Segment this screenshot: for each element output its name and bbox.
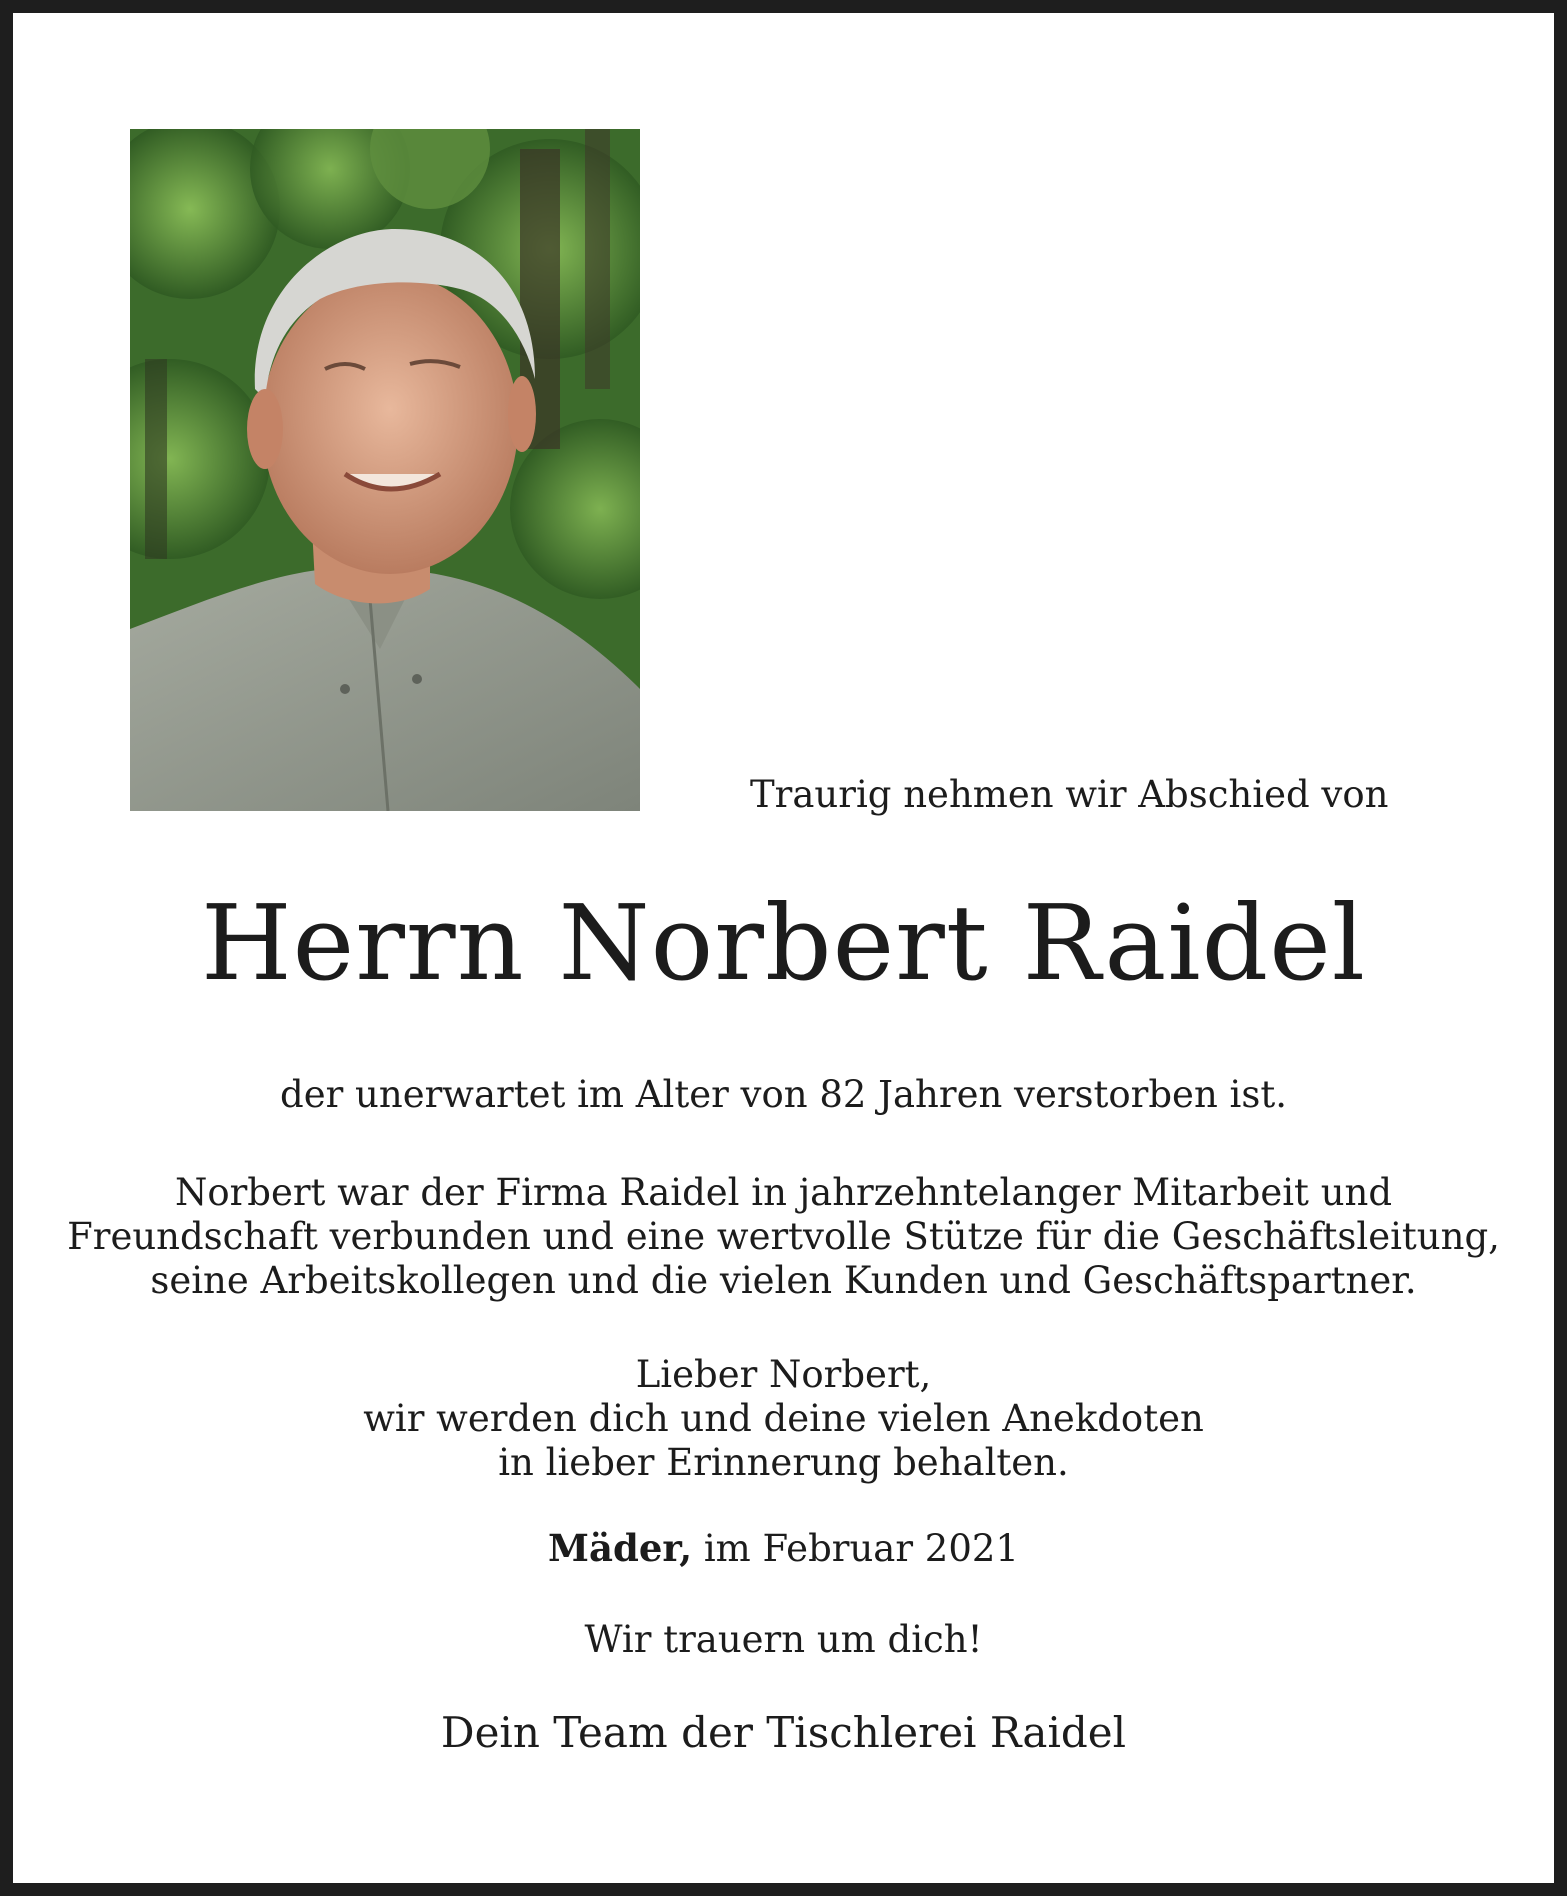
tribute-line: Freundschaft verbunden und eine wertvolle Stütze für die Geschäftsleitung, [67,1215,1500,1258]
intro-line: Traurig nehmen wir Abschied von [750,773,1389,816]
verse-line: wir werden dich und deine vielen Anekdoten [363,1397,1204,1440]
verse-line: Lieber Norbert, [635,1353,932,1396]
signature-line: Dein Team der Tischlerei Raidel [440,1708,1127,1757]
place-name: Mäder, [548,1526,693,1570]
date-text: im Februar 2021 [703,1527,1019,1570]
tribute-line: Norbert war der Firma Raidel in jahrzehntelanger Mitarbeit und [174,1171,1393,1214]
place-date-line [13,1526,1554,1571]
tribute-paragraph [13,1171,1554,1303]
farewell-verse [13,1353,1554,1485]
mourning-line: Wir trauern um dich! [584,1618,983,1661]
portrait-image [130,129,640,811]
deceased-name: Herrn Norbert Raidel [200,882,1367,1004]
portrait-photo [130,129,640,811]
verse-line: in lieber Erinnerung behalten. [498,1441,1069,1484]
tribute-line: seine Arbeitskollegen und die vielen Kunden und Geschäftspartner. [150,1259,1417,1302]
obituary-page [13,13,1554,1883]
age-line: der unerwartet im Alter von 82 Jahren verstorben ist. [280,1073,1287,1116]
